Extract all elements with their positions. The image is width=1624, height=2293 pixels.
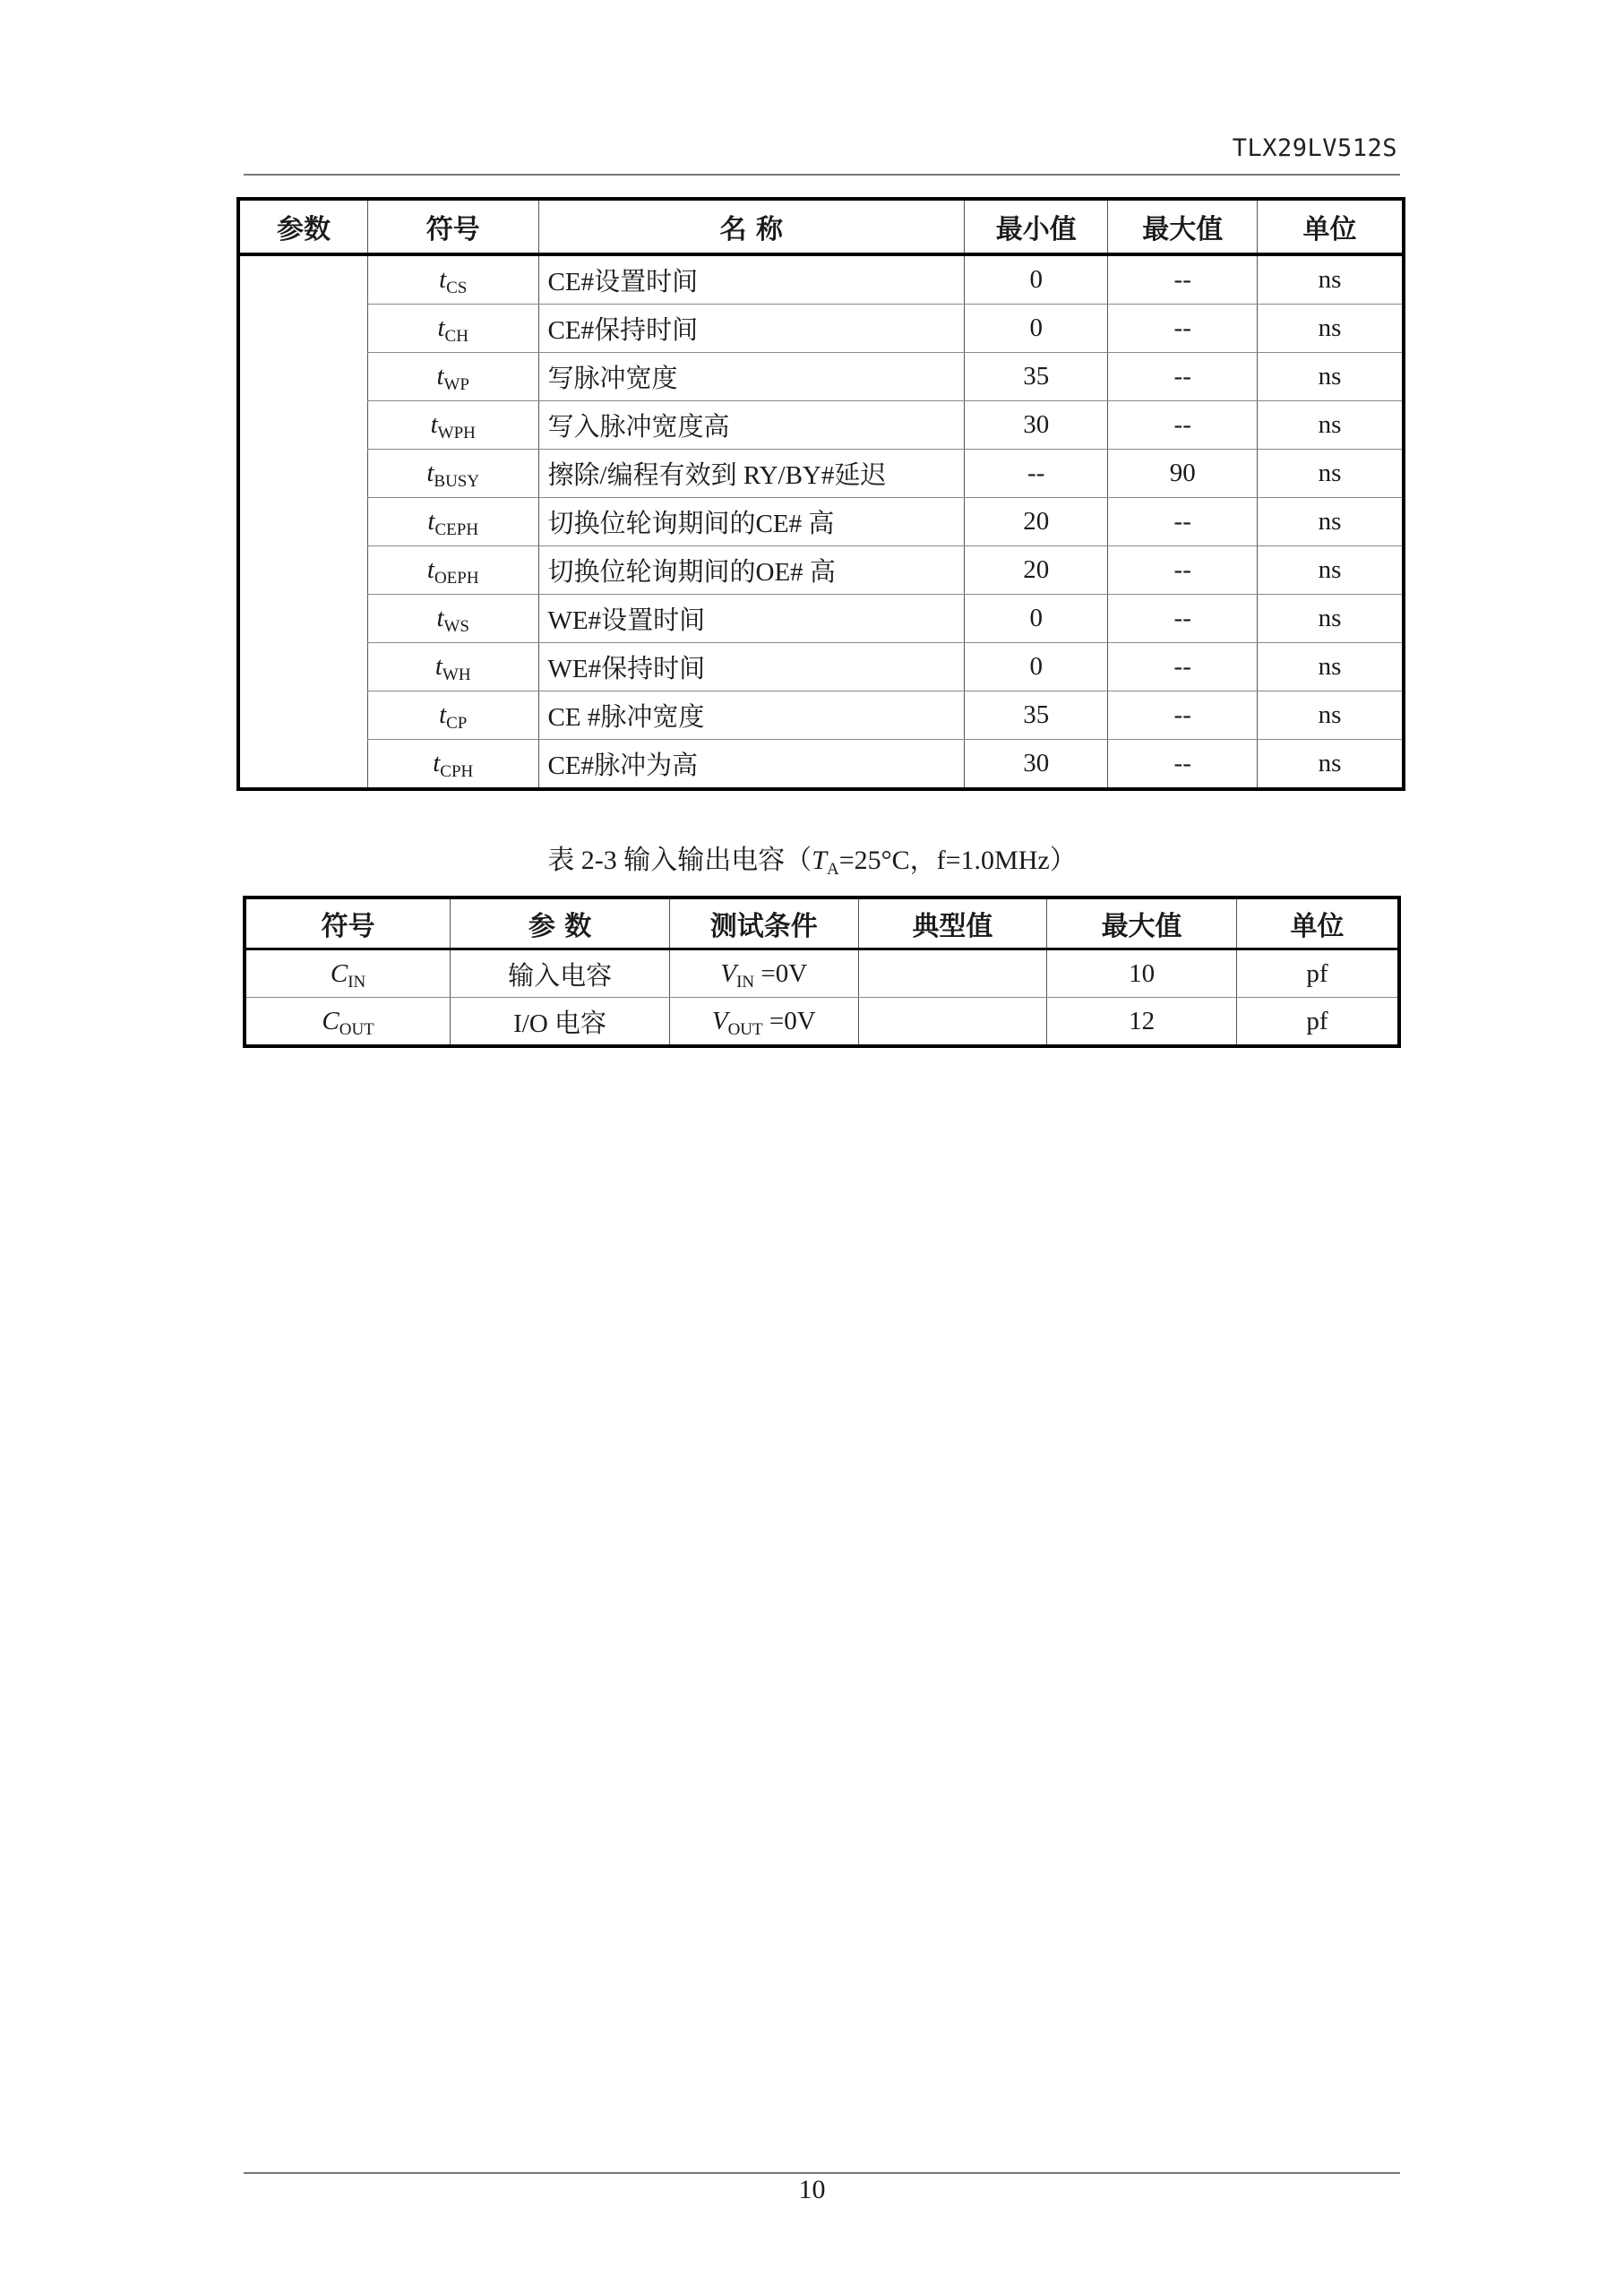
symbol-cell [367,546,538,595]
symbol-subscript: WS [443,617,469,636]
symbol-cell [367,691,538,740]
symbol-subscript: IN [348,972,366,992]
max-value-cell: -- [1108,595,1258,643]
table-row [238,546,1404,595]
symbol-letter: t [436,362,444,391]
symbol-letter: t [434,652,443,681]
condition-value: =0V [754,958,808,988]
symbol-letter: t [426,459,434,487]
min-value-cell: 30 [964,401,1107,450]
capacitance-table-body [245,949,1399,1047]
column-header: 符号 [367,199,538,254]
table-header-row [245,897,1399,949]
table-row [238,254,1404,305]
timing-parameters-table [236,197,1405,791]
test-condition-cell [669,998,858,1047]
min-value-cell: -- [964,450,1107,498]
min-value-cell: 30 [964,740,1107,790]
unit-cell: ns [1257,691,1404,740]
max-value-cell: -- [1108,305,1258,353]
unit-cell: ns [1257,498,1404,546]
document-code: TLX29LV512S [1232,134,1397,162]
unit-cell: ns [1257,254,1404,305]
unit-cell: ns [1257,305,1404,353]
symbol-letter: t [436,604,444,632]
symbol-cell [367,401,538,450]
symbol-subscript: CEPH [434,520,479,539]
name-cell: 写入脉冲宽度高 [538,401,964,450]
symbol-subscript: CPH [440,762,474,781]
name-cell: 写脉冲宽度 [538,353,964,401]
table-row [238,353,1404,401]
column-header: 名 称 [538,199,964,254]
unit-cell: ns [1257,401,1404,450]
name-cell: WE#设置时间 [538,595,964,643]
min-value-cell: 20 [964,498,1107,546]
caption-symbol: T [812,846,827,875]
symbol-letter: t [433,749,441,777]
symbol-letter: t [439,265,447,294]
parameter-cell [238,254,367,789]
column-header: 最大值 [1108,199,1258,254]
condition-symbol: V [720,958,737,988]
column-header: 符号 [245,897,451,949]
symbol-letter: t [437,313,445,342]
column-header: 最小值 [964,199,1107,254]
name-cell: 擦除/编程有效到 RY/BY#延迟 [538,450,964,498]
symbol-letter: C [322,1006,339,1035]
max-value-cell: 90 [1108,450,1258,498]
min-value-cell: 0 [964,643,1107,691]
header-rule [244,174,1400,176]
symbol-subscript: WP [443,375,469,394]
caption-suffix: =25°C，f=1.0MHz） [838,846,1077,875]
page-number: 10 [798,2175,826,2204]
symbol-subscript: WH [442,666,471,684]
column-header: 典型值 [858,897,1047,949]
column-header: 测试条件 [669,897,858,949]
table-row [238,595,1404,643]
table-row [238,305,1404,353]
name-cell: CE#保持时间 [538,305,964,353]
symbol-subscript: WPH [437,424,476,442]
footer-rule [244,2172,1400,2174]
column-header: 参数 [238,199,367,254]
name-cell: WE#保持时间 [538,643,964,691]
column-header: 单位 [1236,897,1399,949]
table-row [238,450,1404,498]
symbol-cell [245,949,451,998]
min-value-cell: 35 [964,353,1107,401]
table-row [238,643,1404,691]
max-value-cell: 10 [1047,949,1237,998]
symbol-subscript: CH [444,327,468,346]
table-caption [0,837,1624,877]
symbol-letter: t [427,507,435,536]
min-value-cell: 0 [964,595,1107,643]
min-value-cell: 0 [964,305,1107,353]
symbol-cell [245,998,451,1047]
column-header: 最大值 [1047,897,1237,949]
symbol-subscript: BUSY [434,472,480,491]
max-value-cell: -- [1108,546,1258,595]
table-header-row [238,199,1404,254]
min-value-cell: 20 [964,546,1107,595]
condition-value: =0V [762,1006,816,1035]
typical-value-cell [858,949,1047,998]
caption-subscript: A [826,860,839,879]
table-row [245,998,1399,1047]
symbol-cell [367,595,538,643]
unit-cell: ns [1257,546,1404,595]
parameter-cell: 输入电容 [451,949,670,998]
min-value-cell: 35 [964,691,1107,740]
timing-table-body [238,254,1404,789]
max-value-cell: -- [1108,740,1258,790]
condition-subscript: OUT [727,1019,763,1039]
symbol-letter: C [330,958,348,988]
symbol-subscript: OEPH [434,569,479,588]
caption-prefix: 表 2-3 输入输出电容（ [547,846,812,875]
max-value-cell: 12 [1047,998,1237,1047]
symbol-letter: t [426,555,434,584]
name-cell: CE #脉冲宽度 [538,691,964,740]
unit-cell: ns [1257,450,1404,498]
symbol-cell [367,305,538,353]
max-value-cell: -- [1108,643,1258,691]
symbol-cell [367,643,538,691]
table-row [238,691,1404,740]
symbol-subscript: OUT [339,1019,374,1039]
column-header: 单位 [1257,199,1404,254]
symbol-cell [367,450,538,498]
symbol-cell [367,353,538,401]
name-cell: CE#设置时间 [538,254,964,305]
unit-cell: ns [1257,595,1404,643]
symbol-cell [367,498,538,546]
symbol-cell [367,254,538,305]
condition-symbol: V [711,1006,728,1035]
max-value-cell: -- [1108,254,1258,305]
table-row [238,740,1404,790]
unit-cell: ns [1257,740,1404,790]
table-row [238,498,1404,546]
name-cell: CE#脉冲为高 [538,740,964,790]
max-value-cell: -- [1108,691,1258,740]
unit-cell: pf [1236,998,1399,1047]
typical-value-cell [858,998,1047,1047]
table-row [245,949,1399,998]
name-cell: 切换位轮询期间的CE# 高 [538,498,964,546]
condition-subscript: IN [736,972,755,992]
table-row [238,401,1404,450]
symbol-subscript: CS [446,279,468,297]
symbol-letter: t [439,700,447,729]
unit-cell: ns [1257,643,1404,691]
symbol-letter: t [430,410,438,439]
unit-cell: pf [1236,949,1399,998]
max-value-cell: -- [1108,498,1258,546]
column-header: 参 数 [451,897,670,949]
max-value-cell: -- [1108,353,1258,401]
max-value-cell: -- [1108,401,1258,450]
unit-cell: ns [1257,353,1404,401]
parameter-cell: I/O 电容 [451,998,670,1047]
symbol-cell [367,740,538,790]
symbol-subscript: CP [446,714,468,733]
min-value-cell: 0 [964,254,1107,305]
test-condition-cell [669,949,858,998]
capacitance-table [243,896,1401,1048]
name-cell: 切换位轮询期间的OE# 高 [538,546,964,595]
